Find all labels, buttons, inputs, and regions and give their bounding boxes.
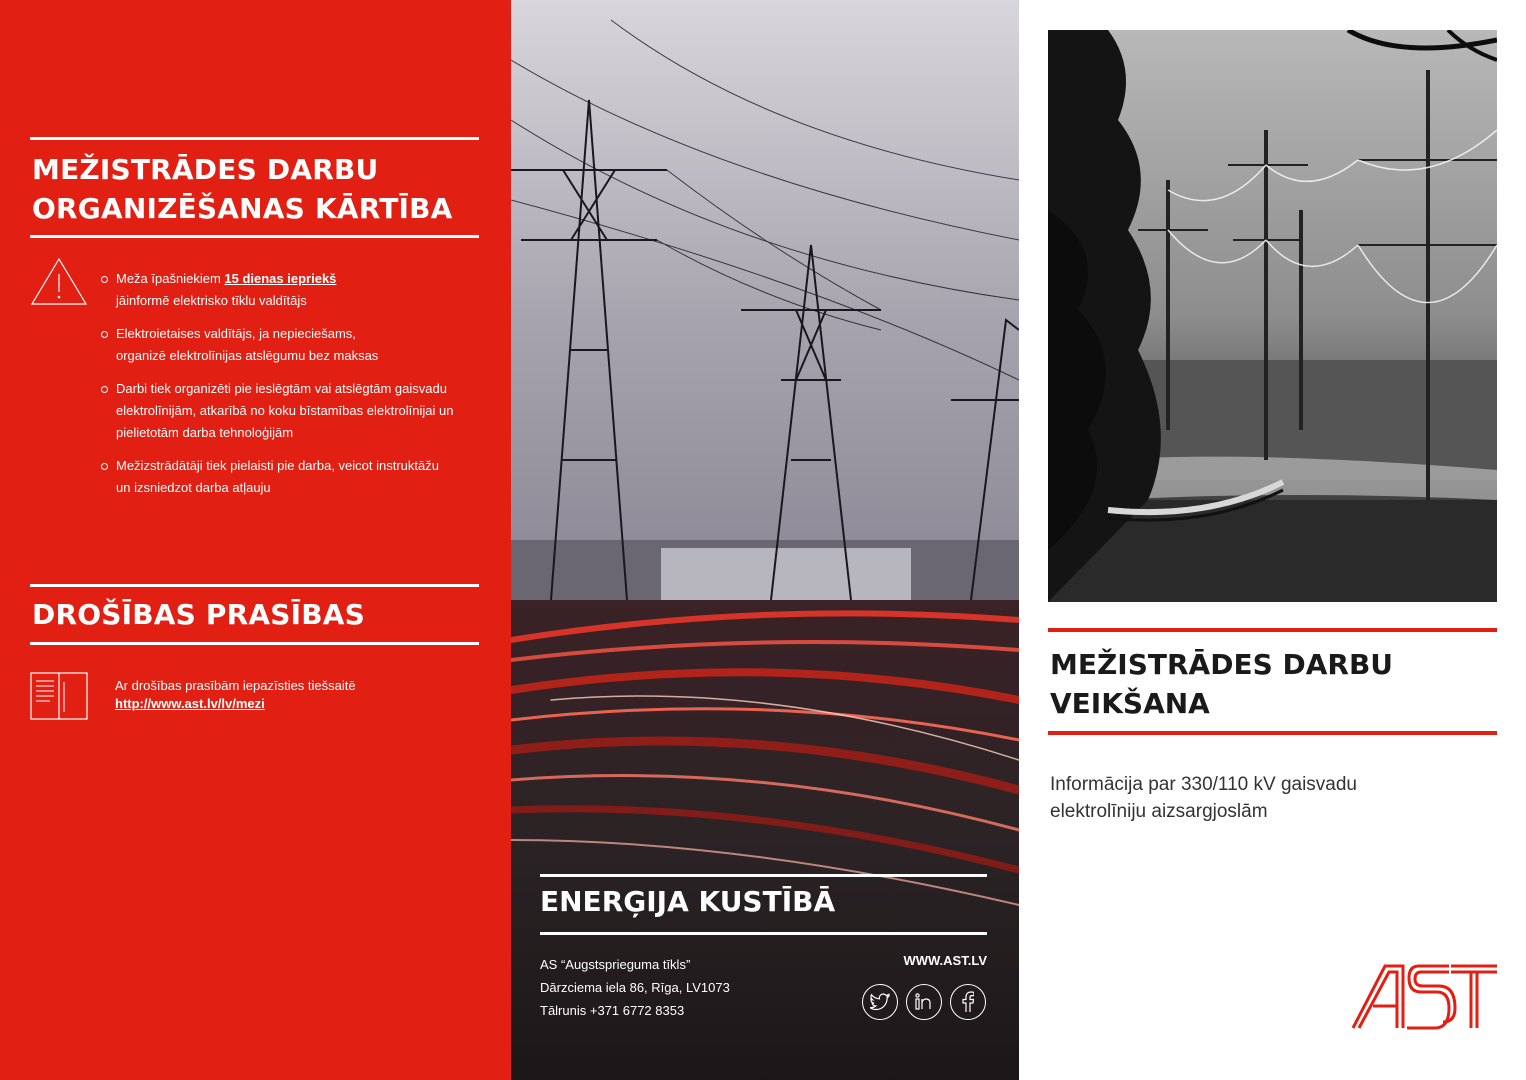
company-name: AS “Augstsprieguma tīkls” (540, 957, 691, 972)
requirements-list (100, 268, 485, 510)
safety-info (115, 677, 356, 713)
linkedin-icon[interactable] (906, 984, 942, 1020)
twitter-icon[interactable] (862, 984, 898, 1020)
list-item: Darbi tiek organizēti pie ieslēgtām vai atslēgtām gaisvadu elektrolīnijām, atkarībā no koku bīstamības elektrolīnijai un pielietotām darba tehnoloģijām (100, 378, 485, 444)
main-title (1050, 645, 1393, 723)
website-link[interactable]: WWW.AST.LV (903, 953, 987, 968)
slogan-title: ENERĢIJA KUSTĪBĀ (540, 885, 836, 918)
section1-title-line1: MEŽISTRĀDES DARBU (32, 153, 379, 186)
street-address: Dārzciema iela 86, Rīga, LV1073 (540, 980, 730, 995)
highlight-15-days: 15 dienas iepriekš (224, 271, 337, 286)
main-title-line1: MEŽISTRĀDES DARBU (1050, 648, 1394, 681)
section2-title: DROŠĪBAS PRASĪBAS (32, 598, 366, 631)
list-item: Elektroietaises valdītājs, ja nepieciešams, organizē elektrolīnijas atslēgumu bez maksas (100, 323, 485, 367)
right-top-rule (1048, 628, 1497, 632)
section1-top-rule (30, 137, 479, 140)
safety-text: Ar drošības prasībām iepazīsties tiešsaitē (115, 678, 356, 693)
section2-bottom-rule (30, 642, 479, 645)
subtitle-line1: Informācija par 330/110 kV gaisvadu (1050, 774, 1357, 795)
left-panel (0, 0, 511, 1080)
power-line-photo (511, 0, 1019, 1080)
main-title-line2: VEIKŠANA (1050, 687, 1210, 720)
middle-photo-panel (511, 0, 1019, 1080)
ast-logo (1351, 964, 1498, 1030)
right-bottom-rule (1048, 731, 1497, 735)
section1-bottom-rule (30, 235, 479, 238)
safety-link[interactable]: http://www.ast.lv/lv/mezi (115, 696, 265, 711)
subtitle-line2: elektrolīniju aizsargjoslām (1050, 801, 1268, 822)
list-item: Mežizstrādātāji tiek pielaisti pie darba, veicot instruktāžu un izsniedzot darba atļauju (100, 455, 485, 499)
list-item: Meža īpašniekiem 15 dienas iepriekš jāinformē elektrisko tīklu valdītājs (100, 268, 485, 312)
phone-number: Tālrunis +371 6772 8353 (540, 1003, 685, 1018)
forest-powerline-photo (1048, 30, 1497, 602)
section2-top-rule (30, 584, 479, 587)
mid-bottom-rule (540, 932, 987, 935)
facebook-icon[interactable] (950, 984, 986, 1020)
right-panel (1019, 0, 1526, 1080)
section1-title (32, 150, 453, 228)
warning-triangle-icon (30, 257, 88, 307)
contact-address (540, 953, 730, 1022)
document-icon (30, 672, 88, 720)
subtitle (1050, 771, 1357, 825)
mid-top-rule (540, 874, 987, 877)
section1-title-line2: ORGANIZĒŠANAS KĀRTĪBA (32, 192, 453, 225)
